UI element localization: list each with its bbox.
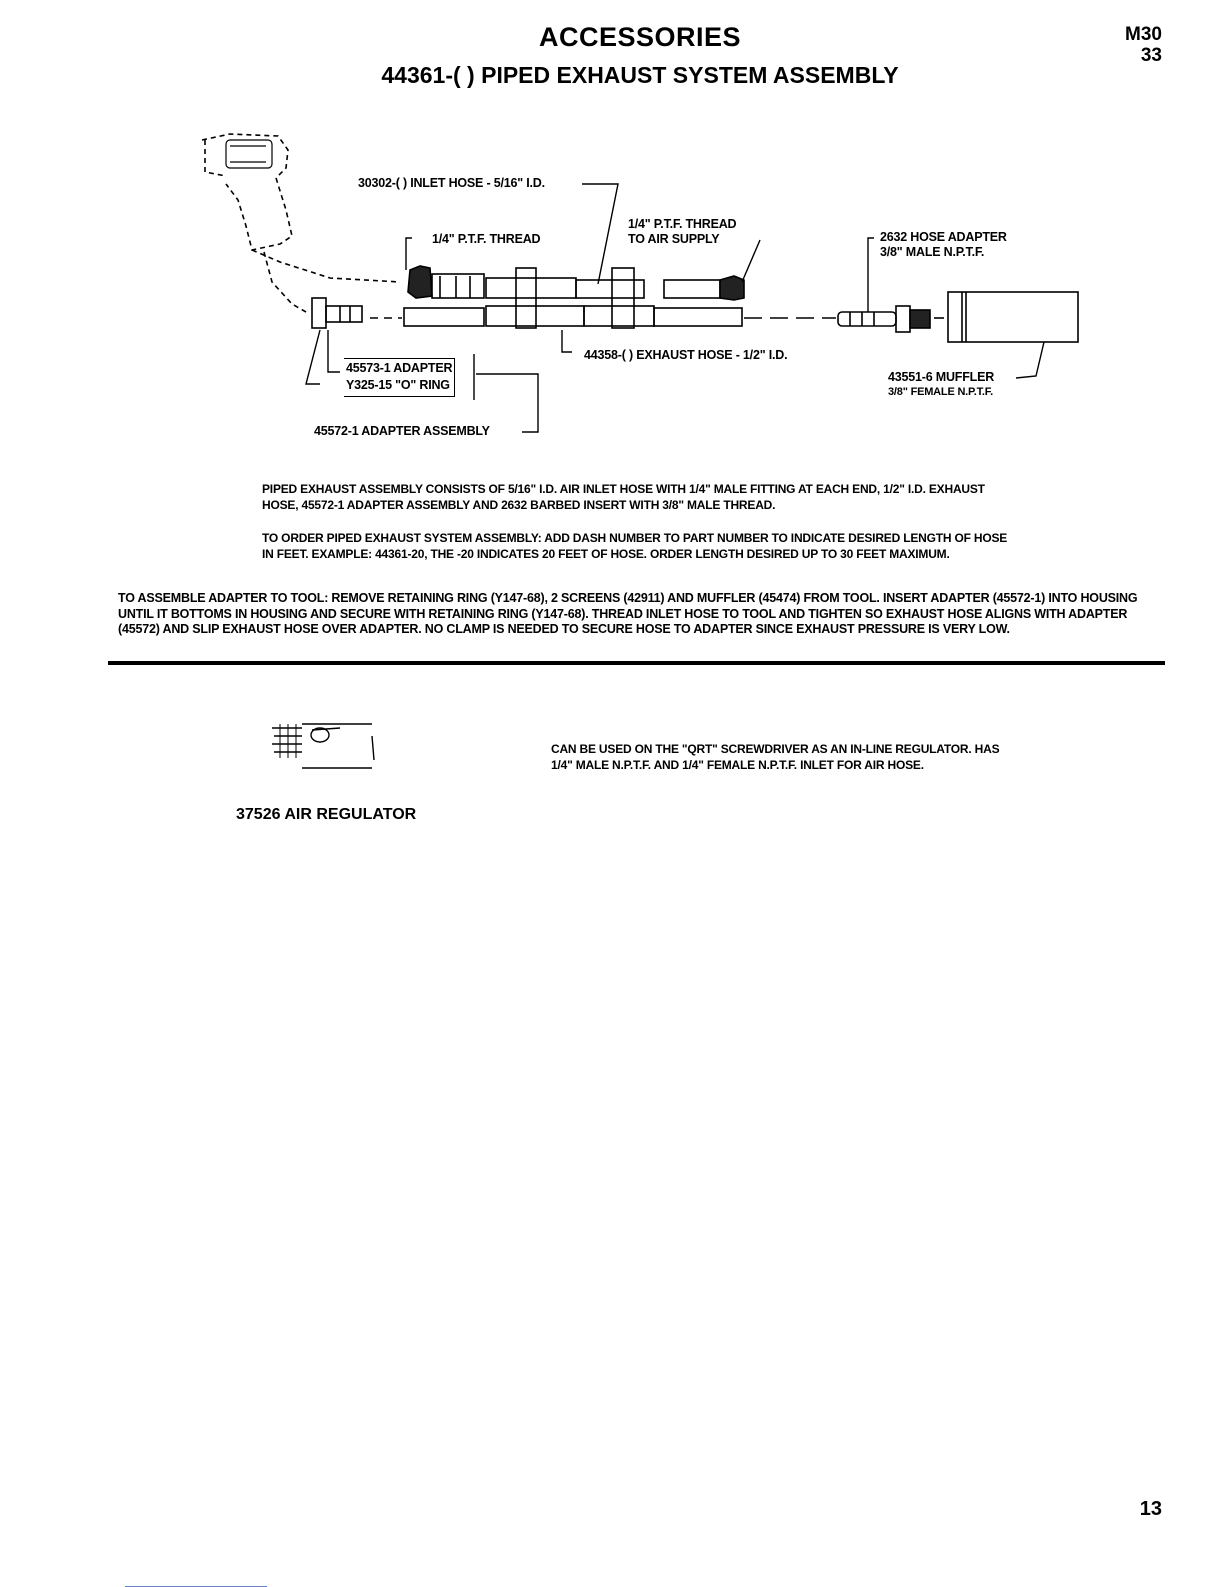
hose-adapter-label [880,230,1007,260]
air-regulator-label: 37526 AIR REGULATOR [236,806,417,823]
ptf-thread-left-label: 1/4" P.T.F. THREAD [432,232,541,246]
air-regulator-description: CAN BE USED ON THE "QRT" SCREWDRIVER AS AN IN-LINE REGULATOR. HAS 1/4" MALE N.P.T.F. AND 1/4" FEMALE N.P.T.F. INLET FOR AIR HOSE. [551,742,1000,772]
to-assemble-text: TO ASSEMBLE ADAPTER TO TOOL: REMOVE RETAINING RING (Y147-68), 2 SCREENS (42911) AND MUFFLER (45474) FROM TOOL. INSERT ADAPTER (45572-1) INTO HOUSING UNTIL IT BOTTOMS IN HOUSING AND SECURE WITH RETAINING RING (Y147-68). THREAD INLET HOSE TO TOOL AND TIGHTEN SO EXHAUST HOSE ALIGNS WITH ADAPTER (45572) AND SLIP EXHAUST HOSE OVER ADAPTER. NO CLAMP IS NEEDED TO SECURE HOSE TO ADAPTER SINCE EXHAUST PRESSURE IS VERY LOW. [118,591,1138,636]
exhaust-hose-drawing [370,306,836,326]
section-title: ACCESSORIES [538,22,742,52]
to-order-text: TO ORDER PIPED EXHAUST SYSTEM ASSEMBLY: ADD DASH NUMBER TO PART NUMBER TO INDICATE DESIRED LENGTH OF HOSE IN FEET. EXAMPLE: 44361-20, THE -20 INDICATES 20 FEET OF HOSE. ORDER LENGTH DESIRED UP TO 30 FEET MAXIMUM. [262,531,1008,561]
assembly-consists-text: PIPED EXHAUST ASSEMBLY CONSISTS OF 5/16" I.D. AIR INLET HOSE WITH 1/4" MALE FITTING AT EACH END, 1/2" I.D. EXHAUST HOSE, 45572-1 ADAPTER ASSEMBLY AND 2632 BARBED INSERT WITH 3/8" MALE THREAD. [262,482,985,512]
muffler-line1: 43551-6 MUFFLER [888,370,995,384]
tool-body [226,140,272,168]
page-number: 13 [1139,1498,1162,1520]
inlet-hose-drawing [408,266,744,328]
o-ring-label: Y325-15 "O" RING [346,378,450,392]
adapter-label: 45573-1 ADAPTER [346,361,453,375]
muffler-label [888,370,994,400]
section-divider [108,661,1165,665]
hose-adapter-line2: 3/8" MALE N.P.T.F. [880,245,985,259]
model-number-text: 33 [1140,45,1162,66]
exhaust-hose-label: 44358-( ) EXHAUST HOSE - 1/2" I.D. [584,348,788,362]
assembly-title: 44361-( ) PIPED EXHAUST SYSTEM ASSEMBLY [381,62,899,88]
ptf-thread-right-line2: TO AIR SUPPLY [628,232,720,246]
tool-outline [202,134,400,312]
ptf-thread-right-line1: 1/4" P.T.F. THREAD [628,217,737,231]
hose-adapter-drawing [838,306,944,332]
model-code-text: M30 [1125,24,1162,45]
hose-adapter-line1: 2632 HOSE ADAPTER [880,230,1007,244]
adapter-assembly-label: 45572-1 ADAPTER ASSEMBLY [314,424,490,438]
muffler-line2: 3/8" FEMALE N.P.T.F. [888,386,993,398]
exhaust-system-diagram [0,0,1224,460]
air-regulator-drawing [0,700,1224,1500]
adapter-o-ring-box [344,358,455,397]
muffler-drawing [948,292,1078,342]
adapter-drawing [312,298,362,328]
ptf-thread-right-label [628,217,736,247]
inlet-hose-label: 30302-( ) INLET HOSE - 5/16" I.D. [358,176,545,190]
